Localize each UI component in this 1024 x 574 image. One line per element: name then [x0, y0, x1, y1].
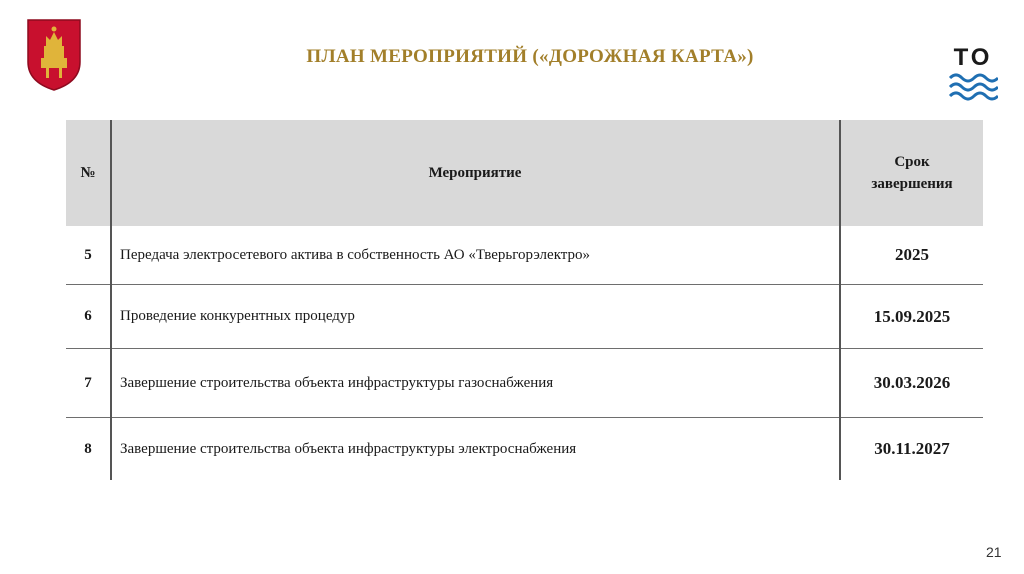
- header-deadline: [840, 120, 983, 226]
- roadmap-table: [66, 120, 983, 480]
- row-deadline: 2025: [895, 245, 929, 264]
- table-row: [66, 418, 983, 481]
- to-logo-text: ТО: [953, 44, 993, 71]
- table-row: [66, 226, 983, 285]
- header-deadline-line1: Срок: [894, 154, 930, 170]
- row-deadline: 30.03.2026: [840, 349, 983, 418]
- row-event: Проведение конкурентных процедур: [111, 285, 840, 349]
- row-deadline: 15.09.2025: [840, 285, 983, 349]
- table-row: [66, 349, 983, 418]
- row-event: Передача электросетевого актива в собственность АО «Тверьгорэлектро»: [111, 226, 840, 285]
- header-event: Мероприятие: [111, 120, 840, 226]
- row-number: 5: [66, 226, 111, 285]
- to-logo: [946, 46, 1000, 108]
- row-event: Завершение строительства объекта инфраструктуры газоснабжения: [111, 349, 840, 418]
- header-deadline-line2: завершения: [871, 176, 953, 192]
- row-deadline: 30.11.2027: [840, 418, 983, 481]
- table-header-row: [66, 120, 983, 226]
- page-title: ПЛАН МЕРОПРИЯТИЙ («ДОРОЖНАЯ КАРТА»): [306, 46, 754, 67]
- header-number: №: [66, 120, 111, 226]
- row-number: 6: [66, 285, 111, 349]
- page-number: 21: [986, 544, 1002, 560]
- row-number: 7: [66, 349, 111, 418]
- waves-icon: [948, 72, 998, 104]
- row-event: Завершение строительства объекта инфраструктуры электроснабжения: [111, 418, 840, 481]
- row-number: 8: [66, 418, 111, 481]
- table-row: [66, 285, 983, 349]
- coat-of-arms-icon: [24, 16, 84, 92]
